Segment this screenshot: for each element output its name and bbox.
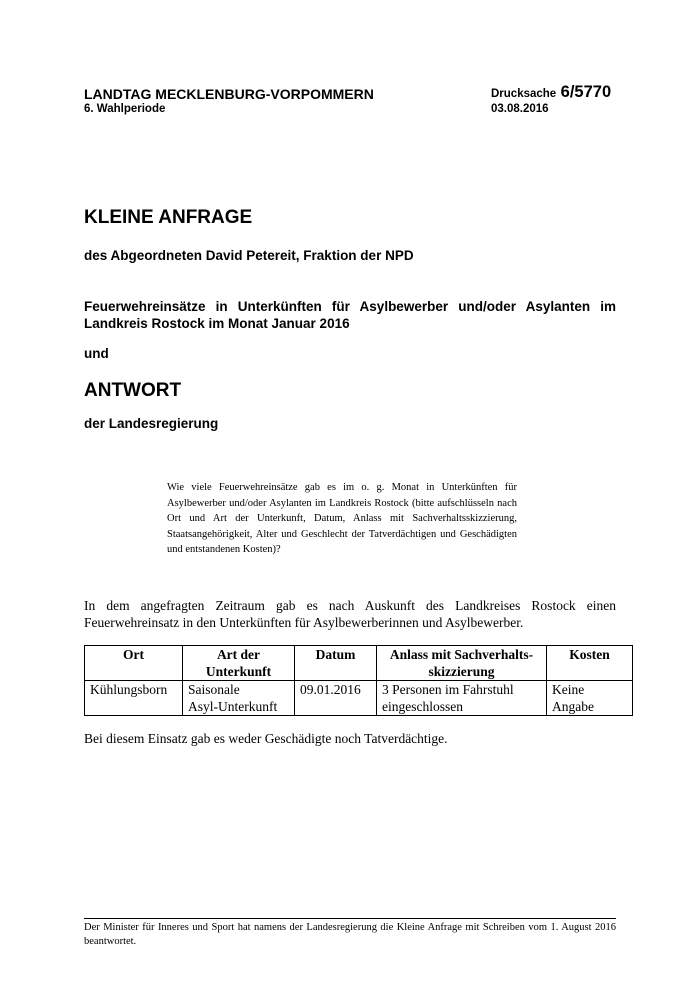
header-datum: Datum xyxy=(295,646,377,681)
answer-title: ANTWORT xyxy=(84,380,182,401)
closing-statement: Bei diesem Einsatz gab es weder Geschädigte noch Tatverdächtige. xyxy=(84,731,448,746)
inquiry-topic: Feuerwehreinsätze in Unterkünften für Asylbewerber und/oder Asylanten im Landkreis Rostock im Monat Januar 2016 xyxy=(84,299,616,331)
footnote: Der Minister für Inneres und Sport hat namens der Landesregierung die Kleine Anfrage mit Schreiben vom 1. August 2016 beantwortet. xyxy=(84,922,616,947)
header-art: Art der Unterkunft xyxy=(183,646,295,681)
footnote-divider xyxy=(84,918,616,919)
header-anlass: Anlass mit Sachverhalts- skizzierung xyxy=(377,646,547,681)
cell-anlass: 3 Personen im Fahrstuhl eingeschlossen xyxy=(377,681,547,716)
incident-table xyxy=(84,645,633,716)
header-kosten: Kosten xyxy=(547,646,633,681)
answer-by: der Landesregierung xyxy=(84,416,219,431)
drucksache-number: 6/5770 xyxy=(560,83,612,101)
document-date: 03.08.2016 xyxy=(491,103,549,115)
cell-ort: Kühlungsborn xyxy=(85,681,183,716)
author-line: des Abgeordneten David Petereit, Fraktion der NPD xyxy=(84,248,414,263)
answer-text: In dem angefragten Zeitraum gab es nach Auskunft des Landkreises Rostock einen Feuerwehreinsatz in den Unterkünften für Asylbewerberinnen und Asylbewerber. xyxy=(84,598,616,630)
drucksache-label: Drucksache xyxy=(491,88,557,100)
document-type-title: KLEINE ANFRAGE xyxy=(84,207,253,228)
drucksache-reference xyxy=(491,83,611,102)
cell-datum: 09.01.2016 xyxy=(295,681,377,716)
table-row xyxy=(85,681,633,716)
header-ort: Ort xyxy=(85,646,183,681)
election-period: 6. Wahlperiode xyxy=(84,103,166,115)
and-connector: und xyxy=(84,346,109,361)
table-header-row xyxy=(85,646,633,681)
question-text: Wie viele Feuerwehreinsätze gab es im o. g. Monat in Unterkünften für Asylbewerber und/oder Asylanten im Landkreis Rostock (bitte aufschlüsseln nach Ort und Art der Unterkunft, Datum, Anlass mit Sachverhaltsskizzierung, Staatsangehörigkeit, Alter und Geschlecht der Tatverdächtigen und Geschädigten und entstandenen Kosten)? xyxy=(167,482,517,555)
cell-art: Saisonale Asyl-Unterkunft xyxy=(183,681,295,716)
parliament-name: LANDTAG MECKLENBURG-VORPOMMERN xyxy=(84,86,374,102)
cell-kosten: Keine Angabe xyxy=(547,681,633,716)
